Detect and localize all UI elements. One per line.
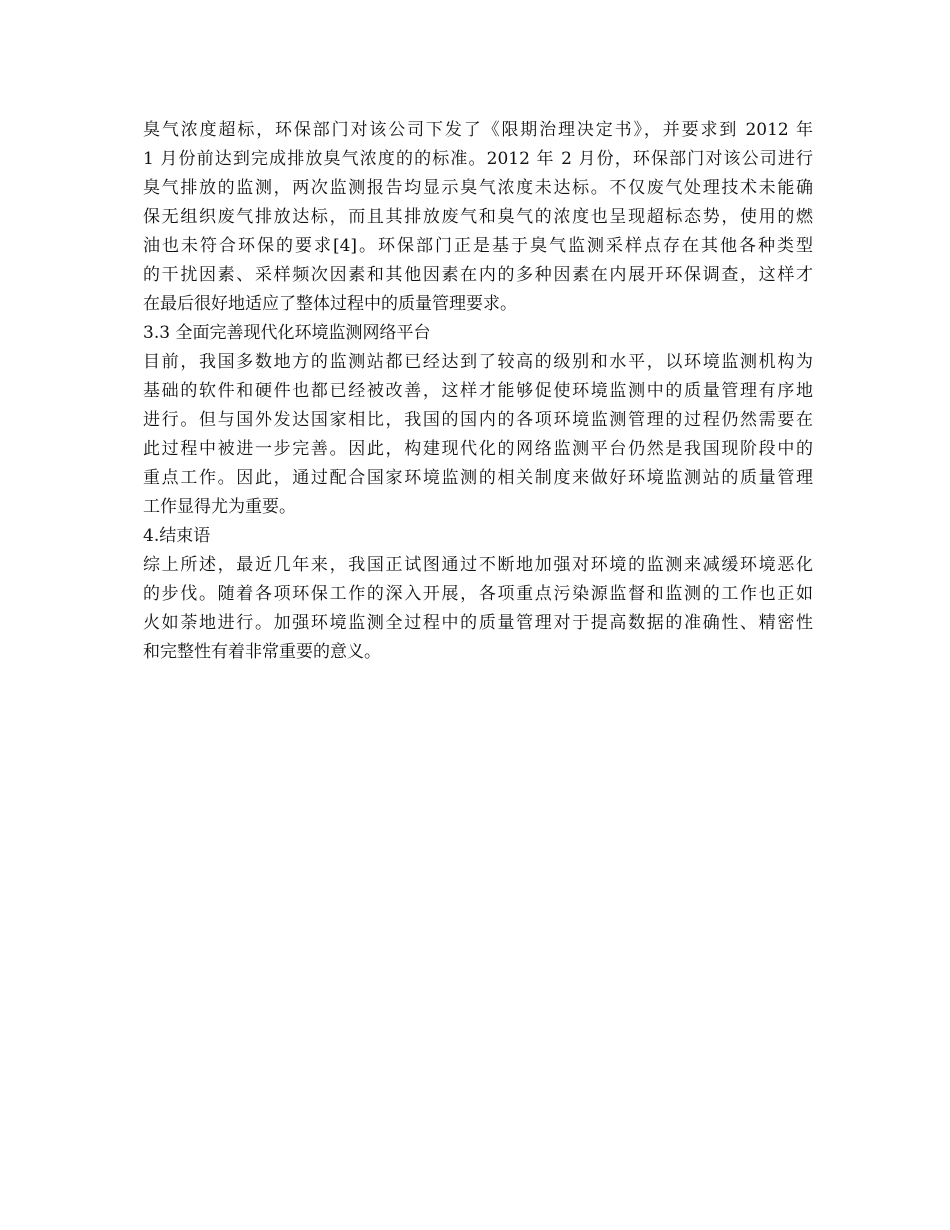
text-line: 和完整性有着非常重要的意义。 — [143, 642, 381, 662]
text-line: 基础的软件和硬件也都已经被改善，这样才能够促使环境监测中的质量管理有序地 — [143, 381, 813, 401]
text-line: 目前，我国多数地方的监测站都已经达到了较高的级别和水平，以环境监测机构为 — [143, 352, 813, 372]
text-line: 臭气排放的监测，两次监测报告均显示臭气浓度未达标。不仅废气处理技术未能确 — [143, 178, 813, 198]
text-line: 臭气浓度超标，环保部门对该公司下发了《限期治理决定书》，并要求到 2012 年 — [143, 120, 813, 140]
text-line: 工作显得尤为重要。 — [143, 497, 296, 517]
text-line: 的步伐。随着各项环保工作的深入开展，各项重点污染源监督和监测的工作也正如 — [143, 584, 813, 604]
text-line: 综上所述，最近几年来，我国正试图通过不断地加强对环境的监测来减缓环境恶化 — [143, 555, 813, 575]
section-heading-4: 4.结束语 — [143, 526, 211, 546]
paragraph-conclusion — [143, 551, 813, 667]
section-heading-3-3: 3.3 全面完善现代化环境监测网络平台 — [143, 323, 431, 343]
document-body — [143, 116, 813, 667]
text-line: 油也未符合环保的要求[4]。环保部门正是基于臭气监测采样点存在其他各种类型 — [143, 236, 813, 256]
text-line: 进行。但与国外发达国家相比，我国的国内的各项环境监测管理的过程仍然需要在 — [143, 410, 813, 430]
text-line: 1 月份前达到完成排放臭气浓度的的标准。2012 年 2 月份，环保部门对该公司进行 — [143, 149, 813, 169]
text-line: 的干扰因素、采样频次因素和其他因素在内的多种因素在内展开环保调查，这样才 — [143, 265, 813, 285]
text-line: 重点工作。因此，通过配合国家环境监测的相关制度来做好环境监测站的质量管理 — [143, 468, 813, 488]
text-line: 此过程中被进一步完善。因此，构建现代化的网络监测平台仍然是我国现阶段中的 — [143, 439, 813, 459]
text-line: 保无组织废气排放达标，而且其排放废气和臭气的浓度也呈现超标态势，使用的燃 — [143, 207, 813, 227]
text-line: 在最后很好地适应了整体过程中的质量管理要求。 — [143, 294, 517, 314]
text-line: 火如荼地进行。加强环境监测全过程中的质量管理对于提高数据的准确性、精密性 — [143, 613, 813, 633]
paragraph-odor-case — [143, 116, 813, 319]
paragraph-network-platform — [143, 348, 813, 522]
